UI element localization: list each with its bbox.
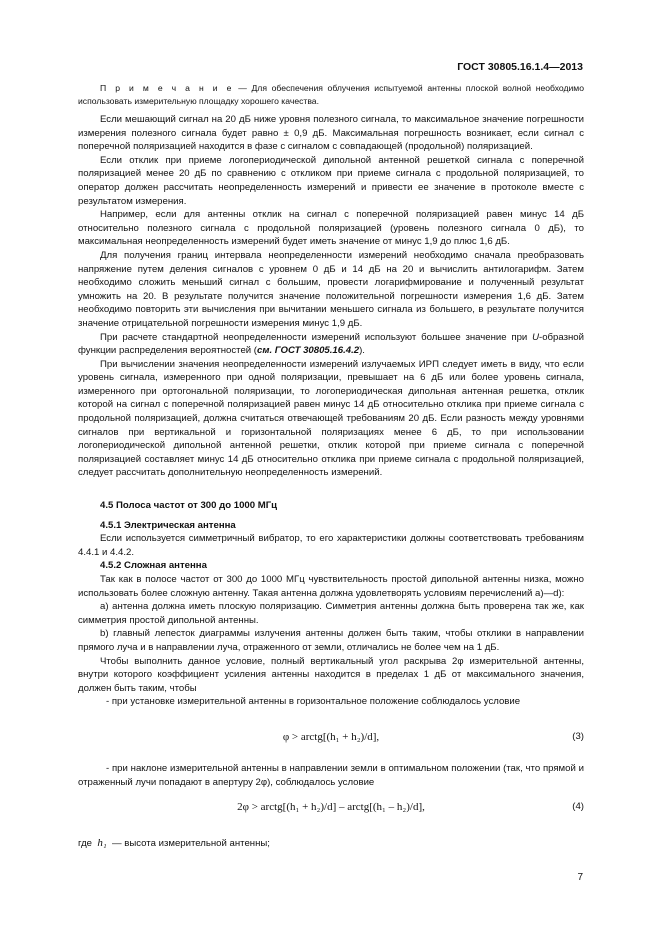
text: -образной функции распределения вероятностей ( [78,331,584,357]
formula-4-expression: 2φ > arctg[(h₁ + h₂)/d] – arctg[(h₁ – h₂)/d], [237,801,425,813]
text: При расчете стандартной неопределенности измерений используют большее значение при [100,331,533,343]
paragraph: Если мешающий сигнал на 20 дБ ниже уровня полезного сигнала, то максимальное значение погрешности измерения полезного сигнала будет равно ± 0,9 дБ. Максимальная погрешность возникает, если сигнал с поперечной поляризацией находится в фазе с сигналом с совпадающей (продольной) поляризацией. [78,114,584,153]
condition-2: - при наклоне измерительной антенны в направлении земли в оптимальном положении (так, что прямой и отраженный лучи попадают в апертуру 2φ), соблюдалось условие [78,763,584,788]
section-4-5 [78,499,584,709]
symbol-u: U [532,331,540,343]
main-text [78,113,584,480]
formula-3-expression: φ > arctg[(h₁ + h₂)/d], [282,731,380,743]
formula-4 [78,801,584,817]
where-text: — высота измерительной антенны; [112,838,270,849]
text: ). [359,345,365,357]
heading-4-5-1: 4.5.1 Электрическая антенна [100,519,236,531]
note-text: — Для обеспечения облучения испытуемой антенны плоской волной необходимо использовать измерительную площадку хорошего качества. [78,83,584,106]
formula-3-number: (3) [572,731,584,742]
formula-3 [78,731,584,747]
paragraph: Для получения границ интервала неопределенности измерений необходимо сначала преобразовать напряжение путем деления сигналов с уровнем 0 дБ и 14 дБ на 20 и вычислить антилогарифм. Затем необходимо сложить меньший сигнал с большим, провести логарифмирование и полученный результат умножить на 20. В результате получится значение положительной погрешности измерения 1,6 дБ. Затем необходимо повторить эти вычисления при вычитании меньшего сигнала из большего, в результате получится значение отрицательной погрешности измерения минус 1,9 дБ. [78,249,584,329]
paragraph: Если используется симметричный вибратор, то его характеристики должны соответствовать требованиям 4.4.1 и 4.4.2. [78,533,584,558]
paragraph: Так как в полосе частот от 300 до 1000 МГц чувствительность простой дипольной антенны низка, можно использовать более сложную антенну. Такая антенна должна удовлетворять условиям перечислений а)—d): [78,573,584,599]
where-clause [78,837,584,851]
condition-1: - при установке измерительной антенны в горизонтальное положение соблюдалось условие [106,696,521,708]
note-label: П р и м е ч а н и е [100,83,234,93]
document-header: ГОСТ 30805.16.1.4—2013 [457,61,583,73]
standard-reference: см. ГОСТ 30805.16.4.2 [257,345,360,357]
paragraph: При вычислении значения неопределенности измерений излучаемых ИРП следует иметь в виду, что если уровень сигнала, измеренного при одной поляризации, превышает на 6 дБ или более уровень сигнала, измеренного при ортогональной поляризации, то логопериодическая дипольная антенная решетка, отклик которой на сигнал с поперечной поляризацией равен минус 14 дБ относительно отклика при приеме сигнала с продольной поляризацией, должна считаться отвечающей требованиям 20 дБ. Если разность между уровнями сигналов при вертикальной и горизонтальной поляризациях менее 6 дБ, то при использовании логопериодической дипольной антенной решетки, отклик которой при приеме сигнала с поперечной поляризацией составляет минус 14 дБ относительно отклика при приеме сигнала с продольной поляризацией, следует рассчитать дополнительную неопределенность измерений. [78,358,584,479]
heading-4-5: 4.5 Полоса частот от 300 до 1000 МГц [100,500,278,511]
paragraph: Например, если для антенны отклик на сигнал с поперечной поляризацией равен минус 14 дБ относительно полезного сигнала с продольной поляризацией (уровень полезного сигнала 0 дБ), то максимальная неопределенность измерений будет иметь значение от минус 1,9 до плюс 1,6 дБ. [78,209,584,248]
page-number: 7 [577,872,583,883]
where-symbol: h₁ [97,837,107,849]
formula-4-number: (4) [572,801,584,812]
where-label: где [78,838,93,849]
note [78,82,584,108]
paragraph: Чтобы выполнить данное условие, полный вертикальный угол раскрыва 2φ измерительной антенны, внутри которого коэффициент усиления антенны находится в пределах 1 дБ от максимального значения, должен быть таким, чтобы [78,655,584,694]
paragraph-u-distribution [78,331,584,358]
condition-2-block [78,762,584,789]
paragraph: Если отклик при приеме логопериодической дипольной антенной решеткой сигнала с поперечной поляризацией менее 20 дБ по сравнению с откликом при приеме сигнала с продольной поляризацией, то оператор должен рассчитать неопределенность измерений и привести ее значение в протоколе вместе с результатом измерения. [78,154,584,207]
list-item-b: b) главный лепесток диаграммы излучения антенны должен быть таким, чтобы отклики в направлении прямого луча и в направлении луча, отраженного от земли, отличались не более чем на 1 дБ. [78,628,584,653]
heading-4-5-2: 4.5.2 Сложная антенна [100,560,207,572]
list-item-a: а) антенна должна иметь плоскую поляризацию. Симметрия антенны должна быть проверена так же, как симметрия простой дипольной антенны. [78,601,584,626]
